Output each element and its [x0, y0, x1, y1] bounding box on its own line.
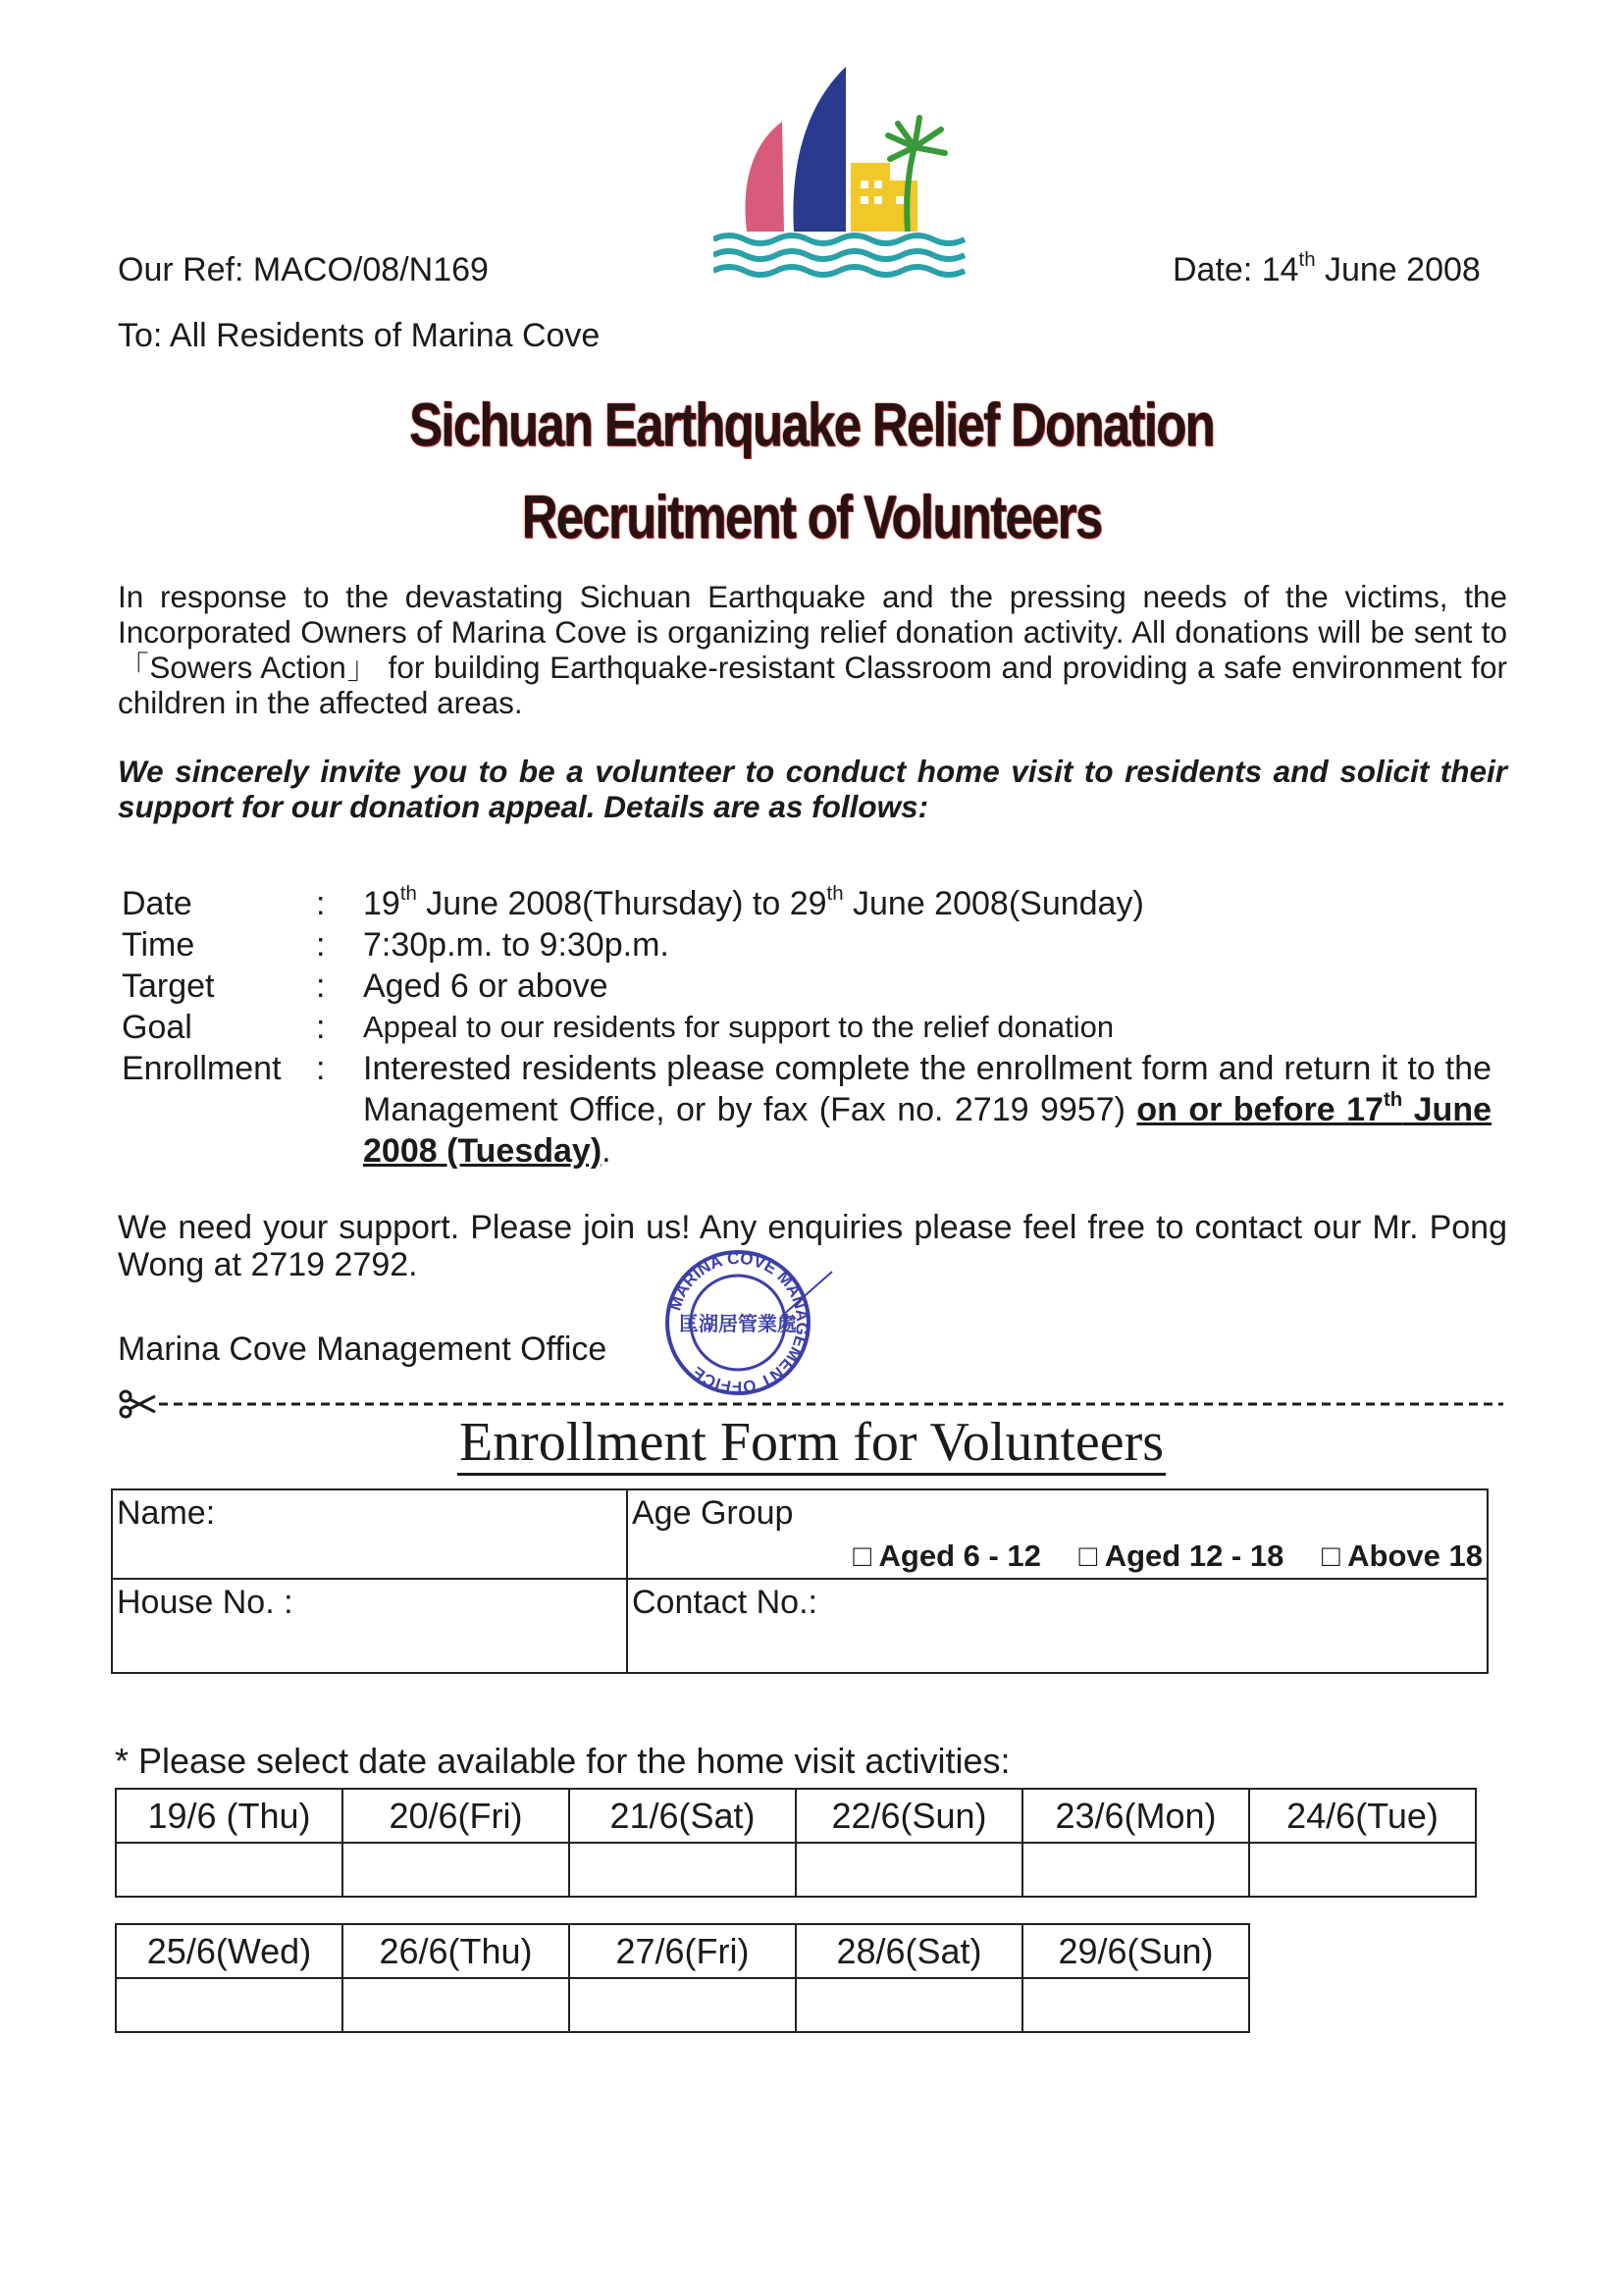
date-header: 25/6(Wed) [116, 1924, 342, 1978]
detail-colon: : [316, 967, 326, 1005]
age-option-above-18[interactable]: □ Above 18 [1321, 1539, 1483, 1573]
detail-colon: : [316, 885, 326, 922]
date-checkbox-cell[interactable] [116, 1843, 342, 1897]
date-header: 24/6(Tue) [1249, 1789, 1476, 1843]
detail-label: Goal [122, 1009, 192, 1046]
date-checkbox-cell[interactable] [116, 1978, 342, 2032]
date-checkbox-cell[interactable] [569, 1843, 796, 1897]
signature-office: Marina Cove Management Office [118, 1331, 607, 1368]
date-header: 27/6(Fri) [569, 1924, 796, 1978]
event-details [122, 883, 1492, 1172]
date-header: 28/6(Sat) [796, 1924, 1022, 1978]
date-header: 19/6 (Thu) [116, 1789, 342, 1843]
enrollment-deadline: on or before 17th June 2008 (Tuesday) [363, 1088, 1492, 1170]
svg-text:MARINA COVE MANAGEMENT OFFICE: MARINA COVE MANAGEMENT OFFICE [665, 1248, 812, 1397]
date-checkbox-cell[interactable] [796, 1843, 1022, 1897]
contact-paragraph: We need your support. Please join us! Any enquiries please feel free to contact our Mr. Pong Wong at 2719 2792. [118, 1209, 1507, 1283]
date-table-row1 [115, 1788, 1477, 1898]
page-title: Sichuan Earthquake Relief Donation [409, 391, 1214, 459]
detail-value: Interested residents please complete the enrollment form and return it to the Management Office, or by fax (Fax no. 2719 9957) on or before 17th June 2008 (Tuesday). [363, 1050, 1492, 1170]
house-number-field[interactable] [112, 1579, 627, 1673]
detail-row-goal [122, 1007, 1492, 1048]
detail-label: Enrollment [122, 1050, 282, 1087]
date-checkbox-cell[interactable] [342, 1843, 569, 1897]
age-group-field [627, 1489, 1488, 1579]
form-title: Enrollment Form for Volunteers [0, 1411, 1623, 1474]
age-option-12-18[interactable]: □ Aged 12 - 18 [1078, 1539, 1284, 1573]
date-checkbox-cell[interactable] [1022, 1843, 1249, 1897]
detail-label: Target [122, 967, 215, 1005]
date-table-row2 [115, 1923, 1250, 2033]
date-header: 21/6(Sat) [569, 1789, 796, 1843]
contact-number-field[interactable] [627, 1579, 1488, 1673]
marina-cove-logo [713, 65, 978, 281]
house-number-label: House No. : [117, 1584, 293, 1621]
detail-colon: : [316, 926, 326, 964]
detail-row-target [122, 965, 1492, 1007]
date-header: 29/6(Sun) [1022, 1924, 1249, 1978]
detail-value: Appeal to our residents for support to the relief donation [363, 1010, 1115, 1044]
detail-label: Date [122, 885, 192, 922]
date-checkbox-cell[interactable] [342, 1978, 569, 2032]
svg-text:匡湖居管業處: 匡湖居管業處 [679, 1312, 797, 1335]
detail-value: 19th June 2008(Thursday) to 29th June 2008(Sunday) [363, 882, 1144, 922]
detail-value: Aged 6 or above [363, 967, 608, 1005]
date-checkbox-cell[interactable] [569, 1978, 796, 2032]
contact-number-label: Contact No.: [632, 1584, 817, 1621]
letter-date: Date: 14th June 2008 [1173, 248, 1481, 288]
intro-paragraph: In response to the devastating Sichuan Earthquake and the pressing needs of the victims, the Incorporated Owners of Marina Cove is organizing relief donation activity. All donations will be sent to 「Sowers Action」 for building Earthquake-resistant Classroom and providing a safe environment for children in the affected areas. [118, 579, 1507, 720]
date-select-instruction: * Please select date available for the home visit activities: [115, 1741, 1011, 1781]
age-option-6-12[interactable]: □ Aged 6 - 12 [853, 1539, 1041, 1573]
detail-colon: : [316, 1050, 326, 1087]
date-checkbox-cell[interactable] [1249, 1843, 1476, 1897]
date-header: 22/6(Sun) [796, 1789, 1022, 1843]
detail-value: 7:30p.m. to 9:30p.m. [363, 926, 669, 964]
management-office-stamp [663, 1248, 836, 1397]
age-group-label: Age Group [632, 1494, 794, 1532]
detail-row-date [122, 883, 1492, 924]
date-header: 26/6(Thu) [342, 1924, 569, 1978]
detail-row-enrollment [122, 1048, 1492, 1172]
detail-row-time [122, 924, 1492, 965]
date-header: 20/6(Fri) [342, 1789, 569, 1843]
name-label: Name: [117, 1494, 216, 1532]
page-subtitle: Recruitment of Volunteers [521, 484, 1102, 551]
volunteer-info-table [111, 1488, 1489, 1674]
detail-colon: : [316, 1009, 326, 1046]
date-checkbox-cell[interactable] [1022, 1978, 1249, 2032]
date-checkbox-cell[interactable] [796, 1978, 1022, 2032]
invitation-paragraph: We sincerely invite you to be a volunteer to conduct home visit to residents and solicit their support for our donation appeal. Details are as follows: [118, 754, 1507, 824]
detail-label: Time [122, 926, 195, 964]
age-options [632, 1539, 1483, 1574]
date-header: 23/6(Mon) [1022, 1789, 1249, 1843]
reference-number: Our Ref: MACO/08/N169 [118, 251, 489, 288]
name-field[interactable] [112, 1489, 627, 1579]
recipient-line: To: All Residents of Marina Cove [118, 317, 601, 354]
